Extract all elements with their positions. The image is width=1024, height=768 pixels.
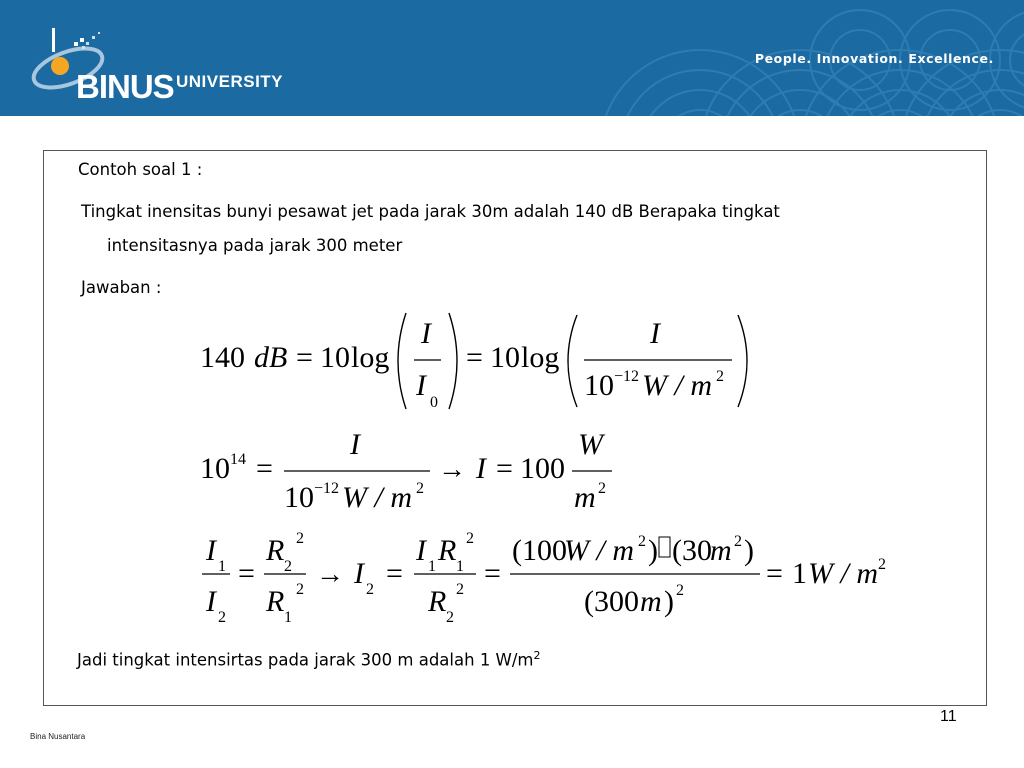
eq1-log: log	[351, 341, 390, 374]
eq3-R2: R	[266, 534, 285, 567]
eq2-arrow: →	[438, 454, 466, 485]
eq3-I1R1-R-sub: 1	[456, 558, 464, 575]
eq1-den2-base: 10	[584, 369, 614, 402]
eq3-big-num-f: m	[710, 534, 732, 567]
eq1-paren-left	[398, 313, 406, 409]
equation-3	[202, 530, 886, 626]
footer-text: Bina Nusantara	[30, 732, 86, 741]
eq1-den2-unit: W / m	[642, 369, 712, 402]
eq2-den-base: 10	[284, 481, 314, 514]
eq3-result-unit: W / m	[808, 557, 878, 590]
eq3-I1: I	[206, 534, 216, 567]
eq3-R2-sub: 2	[284, 558, 292, 575]
eq2-equals: =	[256, 452, 273, 485]
eq3-big-num-g: 2	[734, 533, 742, 550]
question-label: Contoh soal 1 :	[78, 160, 203, 179]
eq3-I1R1-exp: 2	[466, 530, 474, 547]
eq3-R2b: R	[428, 585, 447, 618]
eq3-big-num-e: (30	[672, 534, 712, 567]
eq2-equals-2: =	[496, 452, 513, 485]
eq3-missing-glyph-box	[659, 537, 670, 557]
eq3-big-den-a: (300	[584, 585, 639, 618]
eq3-equals: =	[238, 557, 255, 590]
logo-brand-text: BINUS	[76, 68, 174, 105]
eq3-R2b-exp: 2	[456, 581, 464, 598]
slide-content-box	[43, 150, 987, 706]
eq3-R1-sub: 1	[284, 609, 292, 626]
eq2-I: I	[476, 452, 486, 485]
eq1-coef: 10	[320, 341, 350, 374]
eq3-result: 1	[792, 557, 807, 590]
eq1-coef-2: 10	[490, 341, 520, 374]
eq3-big-num-b: W / m	[564, 534, 634, 567]
eq2-unit-denominator: m	[574, 481, 596, 514]
eq1-lhs: 140	[200, 341, 245, 374]
eq3-big-num-d: )	[648, 534, 658, 567]
conclusion-text	[77, 645, 541, 672]
eq1-equals-2: =	[466, 341, 483, 374]
eq1-den2-unit-exp: 2	[716, 368, 724, 385]
eq3-big-num-c: 2	[638, 533, 646, 550]
eq3-I2b-sub: 2	[366, 581, 374, 598]
equation-1	[200, 313, 747, 411]
eq1-paren-right-2	[738, 315, 747, 407]
eq1-numerator: I	[421, 317, 431, 350]
question-line-2: intensitasnya pada jarak 300 meter	[107, 236, 403, 255]
binus-logo	[20, 16, 300, 106]
eq2-base: 10	[200, 452, 230, 485]
eq3-R2b-sub: 2	[446, 609, 454, 626]
eq1-numerator-2: I	[650, 317, 660, 350]
eq3-equals-3: =	[484, 557, 501, 590]
eq3-equals-2: =	[386, 557, 403, 590]
conclusion-sup: 2	[533, 649, 541, 662]
eq1-equals: =	[296, 341, 313, 374]
eq3-R1-exp: 2	[296, 581, 304, 598]
eq3-big-den-c: )	[664, 585, 674, 618]
eq2-unit-den-exp: 2	[598, 480, 606, 497]
question-line-1: Tingkat inensitas bunyi pesawat jet pada jarak 30m adalah 140 dB Berapaka tingkat	[81, 202, 780, 221]
eq2-den-unit-exp: 2	[416, 480, 424, 497]
eq3-big-num-h: )	[744, 534, 754, 567]
eq3-I1R1-I-sub: 1	[428, 558, 436, 575]
header-tagline: People. Innovation. Excellence.	[754, 51, 994, 66]
eq3-I2b: I	[354, 557, 364, 590]
eq3-result-exp: 2	[878, 556, 886, 573]
eq2-den-unit: W / m	[342, 481, 412, 514]
eq3-equals-4: =	[766, 557, 783, 590]
eq2-exp: 14	[230, 451, 246, 468]
eq1-denominator-sub: 0	[430, 394, 438, 411]
eq3-big-num-a: (100	[512, 534, 567, 567]
eq1-den2-exp: −12	[614, 368, 640, 385]
eq1-unit: dB	[254, 341, 288, 374]
eq3-big-den-exp: 2	[676, 582, 684, 599]
eq1-paren-right	[449, 313, 457, 409]
eq2-value: 100	[520, 452, 565, 485]
equations-block	[44, 151, 988, 707]
eq2-unit-numerator: W	[578, 428, 603, 461]
eq3-arrow: →	[316, 559, 344, 590]
answer-label: Jawaban :	[81, 278, 162, 297]
eq3-R2-exp: 2	[296, 530, 304, 547]
eq1-denominator: I	[416, 369, 426, 402]
eq3-I1-sub: 1	[218, 558, 226, 575]
logo-university-text: UNIVERSITY	[176, 72, 284, 91]
eq1-log-2: log	[521, 341, 560, 374]
page-number: 11	[940, 708, 957, 725]
eq2-numerator: I	[350, 428, 360, 461]
eq3-I2-sub: 2	[218, 609, 226, 626]
eq2-den-exp: −12	[314, 480, 340, 497]
equation-2	[200, 428, 612, 514]
eq3-R1: R	[266, 585, 285, 618]
eq3-big-den-b: m	[640, 585, 662, 618]
header-banner	[0, 0, 1024, 116]
eq3-I2: I	[206, 585, 216, 618]
eq3-I1R1-I: I	[416, 534, 426, 567]
eq3-I1R1-R: R	[438, 534, 457, 567]
conclusion-main: Jadi tingkat intensirtas pada jarak 300 m adalah 1 W/m	[77, 650, 534, 670]
eq1-paren-left-2	[568, 315, 577, 407]
